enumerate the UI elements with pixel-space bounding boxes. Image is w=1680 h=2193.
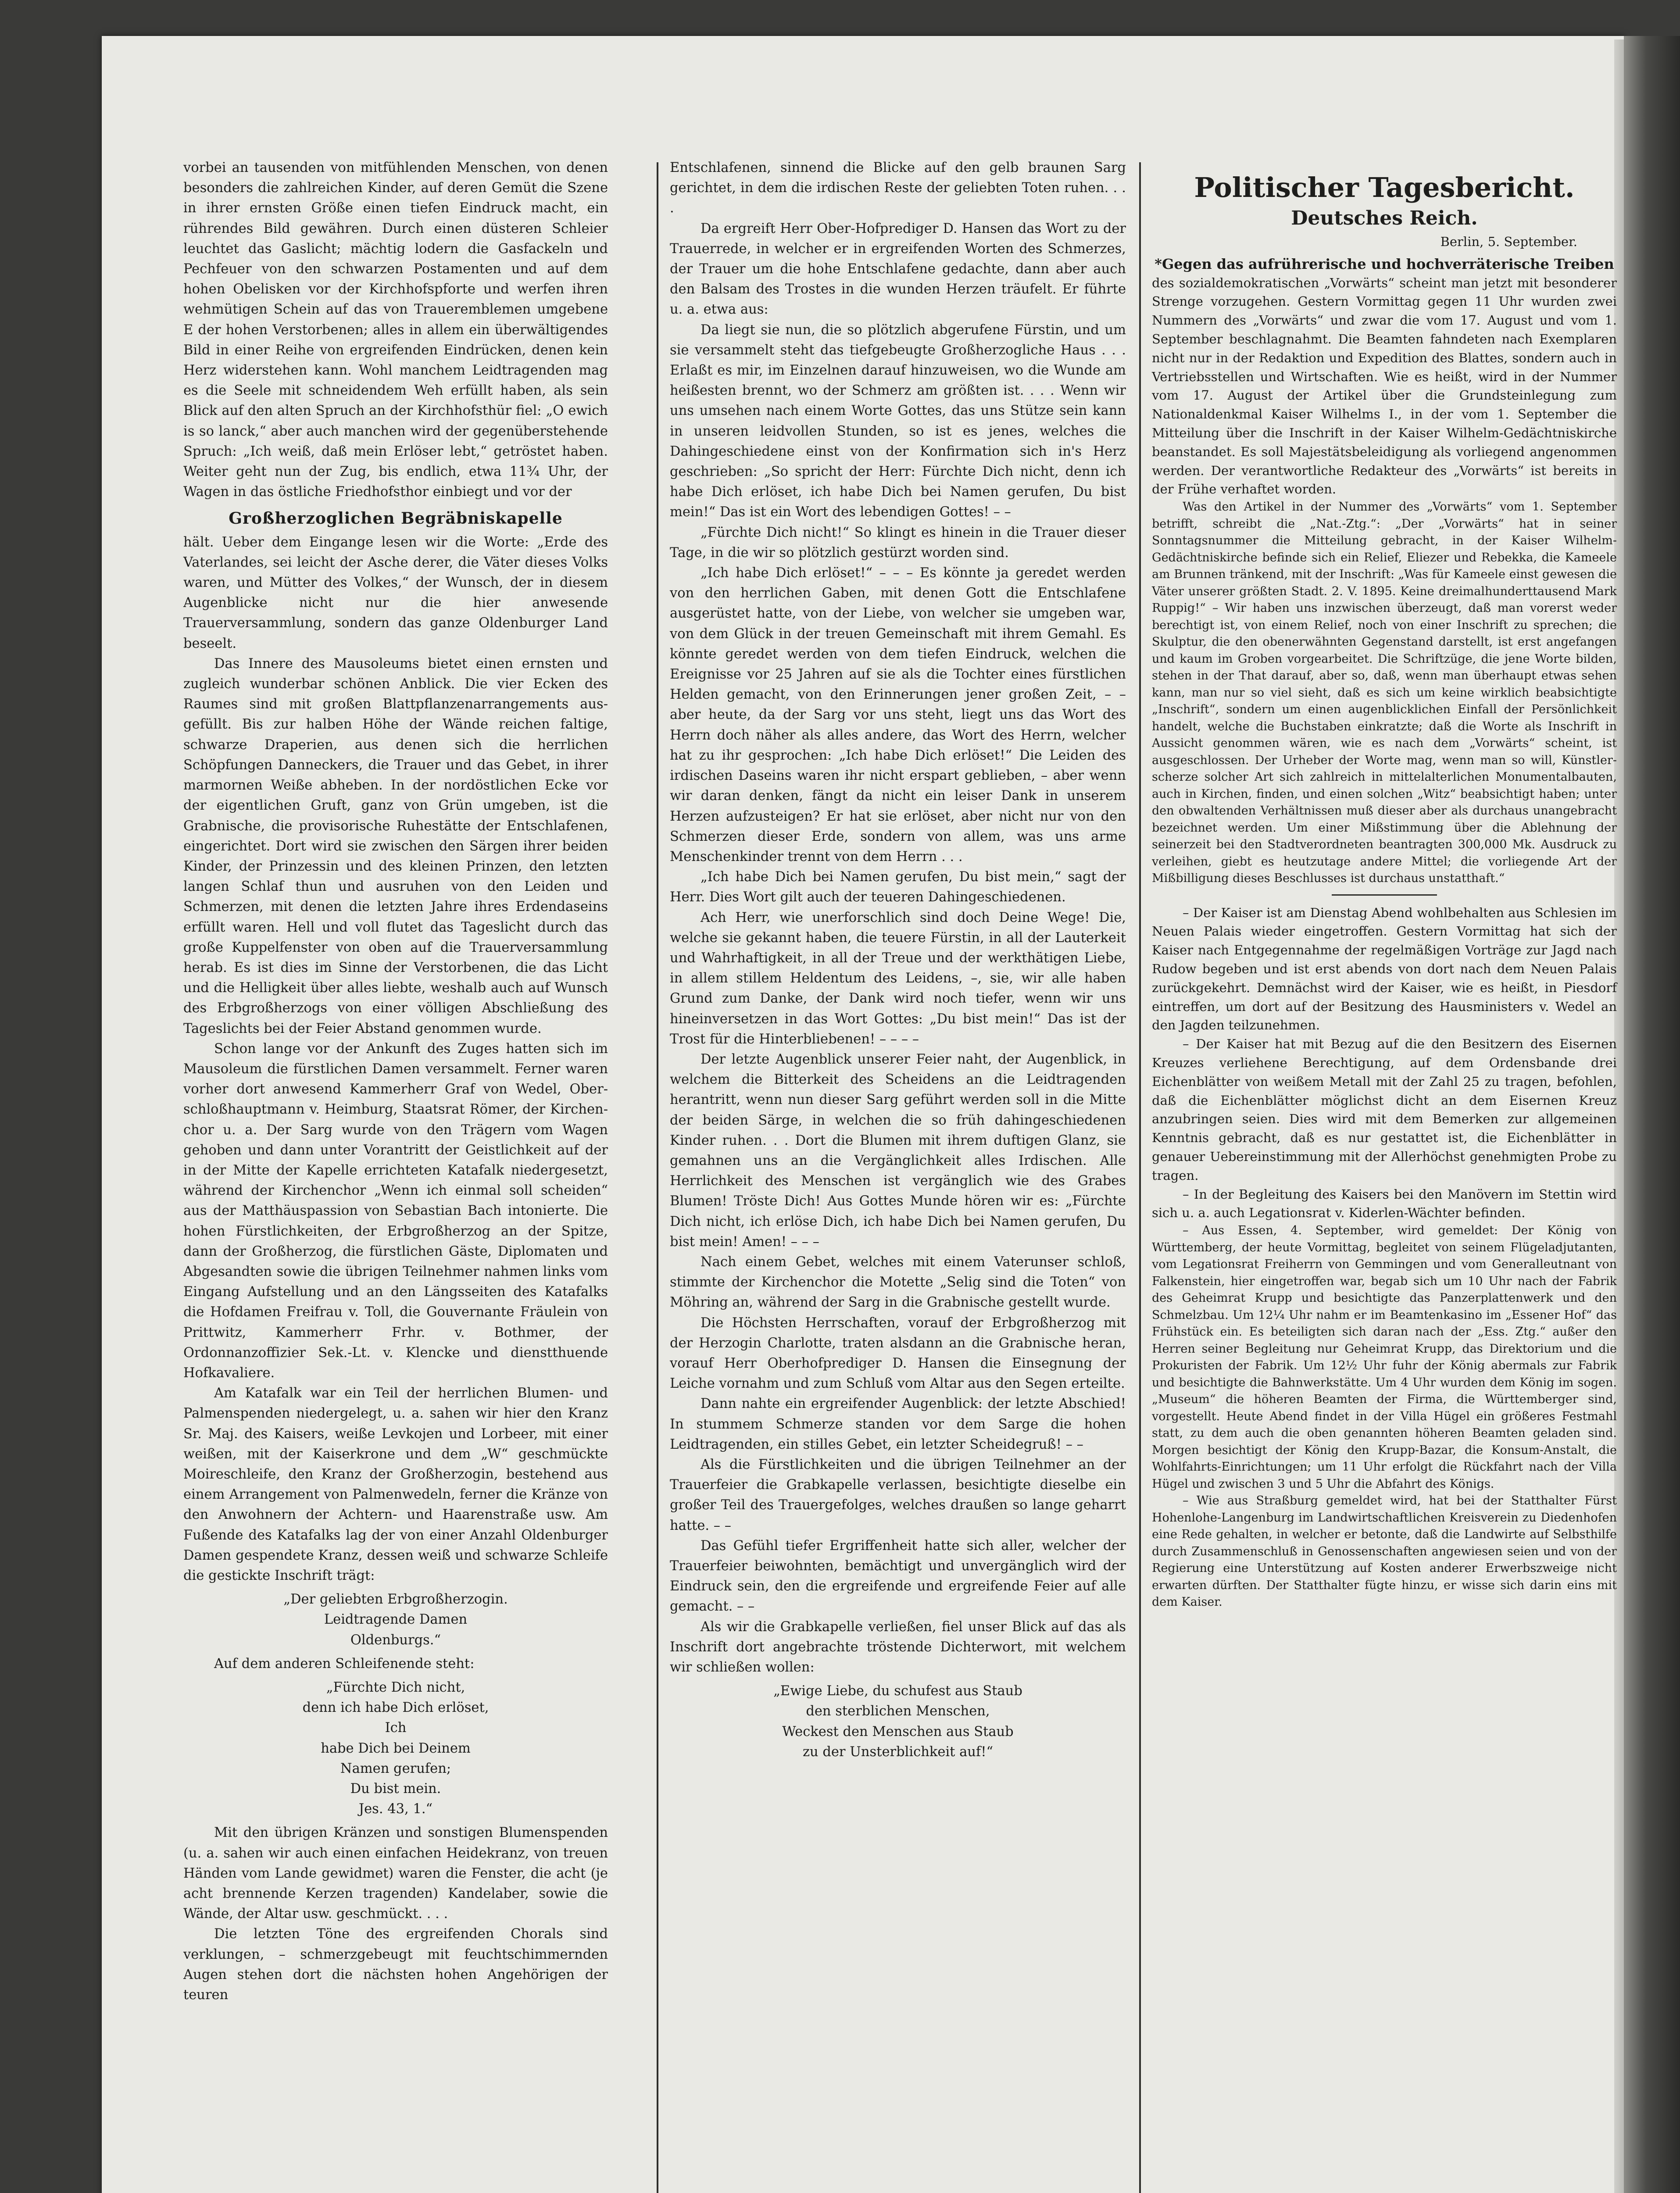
paragraph: „Ich habe Dich bei Namen gerufen, Du bist mein,“ sagt der Herr. Dies Wort gilt auch der teueren Dahingeschiedenen.	[670, 869, 1126, 905]
ribbon-inscription	[183, 1589, 608, 1650]
paragraph: Am Katafalk war ein Teil der herrlichen Blumen- und Palmenspenden niedergelegt, u. a. sahen wir hier den Kranz Sr. Maj. des Kaisers, weiße Levkojen und Lorbeer, mit einer weißen, mit der Kaiserkrone und dem „W“ geschmückte Moireschleife, den Kranz der Großherzogin, bestehend aus einem Arrangement von Palmenwedeln, ferner die Kränze von den Anwohnern der Achtern- und Haarenstraße usw. Am Fußende des Katafalks lag der von einer Anzahl Oldenburger Damen gespendete Kranz, dessen weiß und schwarze Schleife die gestickte Inschrift trägt:	[183, 1386, 608, 1584]
paragraph: „Ich habe Dich erlöset!“ – – – Es könnte ja geredet werden von den herrlichen Gaben, mit denen Gott die Entschlafene ausgerüstet hatte, von der Liebe, von welcher sie umgeben war, von dem Glück in der treuen Gemeinschaft mit ihrem Gemahl. Es könnte geredet werden von dem tiefen Eindruck, welchen die Ereignisse vor 25 Jahren auf sie als die Tochter eines fürstlichen Helden gemacht, von den Erinnerungen jener großen Zeit, – – aber heute, da der Sarg vor uns steht, liegt uns das Wort des Herrn doch näher als alles andere, das Wort des Herrn, welcher hat zu ihr gesprochen: „Ich habe Dich erlöset!“ Die Leiden des irdischen Daseins waren ihr nicht erspart geblieben, – aber wenn wir daran denken, fängt da nicht ein leiser Dank in unserem Herzen aufzusteigen? Er hat sie erlöset, aber nicht nur von den Schmerzen dieser Erde, sondern von allem, was uns arme Menschenkinder trennt von dem Herrn . . .	[670, 565, 1126, 864]
paragraph: – Aus Essen, 4. September, wird gemeldet: Der König von Württemberg, der heute Vormittag, begleitet von seinem Flügeladjutanten, vom Legationsrat Freiherrn von Gemmingen und vom Generalleutnant von Falkenstein, hier eingetroffen war, begab sich um 10 Uhr nach der Fabrik des Geheimrat Krupp und besichtigte das Panzerplattenwerk und den Schmelzbau. Um 12¼ Uhr nahm er im Beamtenkasino im „Essener Hof“ das Frühstück ein. Es beteiligten sich daran nach der „Ess. Ztg.“ außer den Herren seiner Begleitung nur Geheimrat Krupp, das Direktorium und die Prokuristen der Fabrik. Um 12½ Uhr fuhr der König abermals zur Fabrik und besichtigte die Bahnwerkstätte. Um 4 Uhr wurden dem König im sogen. „Museum“ die höheren Beamten der Firma, die Württemberger sind, vorgestellt. Heute Abend findet in der Villa Hügel ein größeres Festmahl statt, zu dem auch die oben genannten höheren Beamten geladen sind. Morgen besichtigt der König den Krupp-Bazar, die Konsum-Anstalt, die Wohlfahrts-Einrichtungen; um 11 Uhr erfolgt die Rückfahrt nach der Villa Hügel und zwischen 3 und 5 Uhr die Abfahrt des Königs.	[1152, 1224, 1617, 1491]
paragraph: hält. Ueber dem Eingange lesen wir die Worte: „Erde des Vaterlandes, sei leicht der Asche derer, die Väter dieses Volks waren, und Mütter des Volkes,“ der Wunsch, der in diesem Augenblicke nicht nur die hier anwesende Trauerversammlung, sondern das ganze Oldenburger Land beseelt.	[183, 534, 608, 651]
verse-line: denn ich habe Dich erlöset,	[302, 1700, 489, 1716]
paragraph: Was den Artikel in der Nummer des „Vorwärts“ vom 1. September betrifft, schreibt die „Nat.-Ztg.“: „Der „Vorwärts“ hat in seiner Sonntagsnummer die Mitteilung gebracht, in der Kaiser Wilhelm-Gedächtniskirche befinde sich ein Relief, Eliezer und Rebekka, die Kameele am Brunnen tränkend, mit der Inschrift: „Was für Kameele einst gewesen die Väter unserer größten Stadt. 2. V. 1895. Keine dreimalhunderttausend Mark Ruppig!“ – Wir haben uns inzwischen überzeugt, daß man vorerst weder berechtigt ist, von einem Relief, noch von einer Inschrift zu sprechen; die Skulptur, die den obenerwähnten Gegenstand darstellt, ist erst angefangen und kaum im Groben vorgearbeitet. Die Schriftzüge, die jene Worte bilden, stehen in der That darauf, aber so, daß, wenn man überhaupt etwas sehen kann, man nur so viel sieht, daß es sich um keine wirklich beabsichtigte „Inschrift“, sondern um einen augenblicklichen Einfall der Persönlichkeit handelt, welche die Buchstaben einkratzte; daß die Worte als Inschrift in Aussicht genommen wären, wie es nach dem „Vorwärts“ scheint, ist ausgeschlossen. Der Urheber der Worte mag, wenn man so will, Künstlerscherze solcher Art sich zahlreich in mittelalterlichen Monumentalbauten, auch in Kirchen, finden, und einen solchen „Witz“ beabsichtigt haben; unter den obwaltenden Verhältnissen muß dieser aber als durchaus unangebracht bezeichnet werden. Um einer Mißstimmung über die Ablehnung der seinerzeit bei den Stadtverordneten beantragten 300,000 Mk. Ausdruck zu verleihen, giebt es heutzutage andere Mittel; die vorliegende Art der Mißbilligung dieses Beschlusses ist durchaus unstatthaft.“	[1152, 500, 1617, 886]
paragraph: – Der Kaiser hat mit Bezug auf die den Besitzern des Eisernen Kreuzes verliehene Berechtigung, auf dem Ordensbande drei Eichenblätter von weißem Metall mit der Zahl 25 zu tragen, befohlen, daß die Eichenblätter möglichst dicht an dem Eisernen Kreuz anzubringen seien. Dies wird mit dem Bemerken zur allgemeinen Kenntnis gebracht, daß es nur gestattet ist, die Eichenblätter in genauer Uebereinstimmung mit der Allerhöchst genehmigten Probe zu tragen.	[1152, 1036, 1617, 1183]
book-spine	[1624, 36, 1680, 2193]
paragraph: des sozialdemokratischen „Vorwärts“ scheint man jetzt mit besonderer Strenge vorzugehen. Gestern Vormittag gegen 11 Uhr wurden zwei Nummern des „Vorwärts“ und zwar die vom 17. August und vom 1. September beschlagnahmt. Die Beamten fahndeten nach Exemplaren nicht nur in der Redaktion und Expedition des Blattes, sondern auch in Vertriebsstellen und Wirtschaften. Wie es heißt, wird in der Nummer vom 17. August der Artikel über die Grundsteinlegung zum Nationaldenkmal Kaiser Wilhelms I., in der vom 1. September die Mitteilung über die Inschrift in der Kaiser Wilhelm-Gedächtniskirche beanstandet. Es soll Majestätsbeleidigung als vorliegend angenommen werden. Der verantwortliche Redakteur des „Vorwärts“ ist bereits in der Frühe verhaftet worden.	[1152, 275, 1617, 497]
paragraph: Schon lange vor der Ankunft des Zuges hatten sich im Mausoleum die fürstlichen Damen versammelt. Ferner waren vorher dort anwesend Kammerherr Graf von Wedel, Oberschloßhauptmann v. Heimburg, Staatsrat Römer, der Kirchenchor u. a. Der Sarg wurde von den Trägern vom Wagen gehoben und dann unter Vorantritt der Geistlichkeit auf der in der Mitte der Kapelle errichteten Katafalk niedergesetzt, während der Kirchenchor „Wenn ich einmal soll scheiden“ aus der Matthäuspassion von Sebastian Bach intonierte. Die hohen Fürstlichkeiten, der Erbgroßherzog an der Spitze, dann der Großherzog, die fürstlichen Gäste, Diplomaten und Abgesandten sowie die übrigen Teilnehmer nahmen links vom Eingang Aufstellung und an den Längsseiten des Katafalks die Hofdamen Freifrau v. Toll, die Gouvernante Fräulein von Prittwitz, Kammerherr Frhr. v. Bothmer, der Ordonnanzoffizier Sek.-Lt. v. Klencke und dienstthuende Hofkavaliere.	[183, 1041, 608, 1381]
verse-line: Namen gerufen;	[340, 1761, 451, 1776]
verse-line: Weckest den Menschen aus Staub	[782, 1724, 1014, 1739]
closing-verse	[670, 1681, 1126, 1762]
paragraph: Entschlafenen, sinnend die Blicke auf den gelb braunen Sarg gerichtet, in dem die irdischen Reste der geliebten Toten ruhen. . . .	[670, 160, 1126, 216]
verse-line: „Fürchte Dich nicht,	[326, 1680, 465, 1696]
paragraph: – In der Begleitung des Kaisers bei den Manövern im Stettin wird sich u. a. auch Legationsrat v. Kiderlen-Wächter befinden.	[1152, 1186, 1617, 1221]
paragraph: Das Innere des Mausoleums bietet einen ernsten und zugleich wunderbar schönen Anblick. Die vier Ecken des Raumes sind mit großen Blattpflanzenarrangements ausgefüllt. Bis zur halben Höhe der Wände reichen faltige, schwarze Draperien, aus denen sich die herrlichen Schöpfungen Danneckers, die Trauer und das Gebet, in ihrer marmornen Weiße abheben. In der nordöstlichen Ecke vor der eigentlichen Gruft, ganz von Grün umgeben, ist die Grabnische, die provisorische Ruhestätte der Entschlafenen, eingerichtet. Dort wird sie zwischen den Särgen ihrer beiden Kinder, der Prinzessin und des kleinen Prinzen, den letzten langen Schlaf thun und ausruhen von den Leiden und Schmerzen, mit denen die letzten Jahre ihres Erdendaseins erfüllt waren. Hell und voll flutet das Tageslicht durch das große Kuppelfenster von oben auf die Trauerversammlung herab. Es ist dies im Sinne der Verstorbenen, die das Licht und die Helligkeit über alles liebte, weshalb auch auf Wunsch des Erbgroßherzogs von einer völligen Abschließung des Tageslichts bei der Feier Abstand genommen wurde.	[183, 656, 608, 1036]
paragraph: Mit den übrigen Kränzen und sonstigen Blumenspenden (u. a. sahen wir auch einen einfachen Heidekranz, von treuen Händen vom Lande gewidmet) waren die Fenster, die acht (je acht brennende Kerzen tragenden) Kandelaber, sowie die Wände, der Altar usw. geschmückt. . . .	[183, 1825, 608, 1922]
paragraph: vorbei an tausenden von mitfühlenden Menschen, von denen besonders die zahlreichen Kinder, auf deren Gemüt die Szene in ihrer ernsten Größe einen tiefen Eindruck macht, ein rührendes Bild gewähren. Durch einen düsteren Schleier leuchtet das Gaslicht; mächtig lodern die Gasfackeln und Pechfeuer von den schwarzen Postamenten und auf dem hohen Obelisken vor der Kirchhofspforte und werfen ihren wehmütigen Schein auf das von Traueremblemen umgebene E der hohen Verstorbenen; alles in allem ein überwältigendes Bild in einer Reihe von ergreifenden Eindrücken, denen kein Herz widerstehen kann. Wohl manchem Leidtragenden mag es die Seele mit schneidendem Weh erfüllt haben, als sein Blick auf den alten Spruch an der Kirchhofsthür fiel: „O ewich is so lanck,“ aber auch manchen wird der gegenüberstehende Spruch: „Ich weiß, daß mein Erlöser lebt,“ getröstet haben. Weiter geht nun der Zug, bis endlich, etwa 11¾ Uhr, der Wagen in das östliche Friedhofsthor einbiegt und vor der	[183, 160, 608, 500]
paragraph: „Fürchte Dich nicht!“ So klingt es hinein in die Trauer dieser Tage, in die wir so plötzlich gestürzt worden sind.	[670, 525, 1126, 561]
verse-line: Leidtragende Damen	[324, 1612, 468, 1628]
column-3	[1152, 158, 1617, 1611]
paragraph: Da liegt sie nun, die so plötzlich abgerufene Fürstin, und um sie versammelt steht das tiefgebeugte Großherzogliche Haus . . . Erlaßt es mir, im Einzelnen darauf hinzuweisen, wo die Wunde am heißesten brennt, wo der Schmerz am größten ist. . . . Wenn wir uns umsehen nach einem Worte Gottes, das uns Stütze sein kann in unseren leidvollen Stunden, so ist es jenes, welches die Dahingeschiedene einst von der Konfirmation sich in's Herz geschrieben: „So spricht der Herr: Fürchte Dich nicht, denn ich habe Dich erlöset, ich habe Dich bei Namen gerufen, Du bist mein!“ Das ist ein Wort des lebendigen Gottes! – –	[670, 322, 1126, 520]
dateline: Berlin, 5. September.	[1440, 234, 1577, 249]
paragraph: Da ergreift Herr Ober-Hofprediger D. Hansen das Wort zu der Trauerrede, in welcher er in ergreifenden Worten des Schmerzes, der Trauer um die hohe Entschlafene gedachte, dann aber auch den Balsam des Trostes in die wunden Herzen träufelt. Er führte u. a. etwa aus:	[670, 221, 1126, 318]
paragraph: Als wir die Grabkapelle verließen, fiel unser Blick auf das als Inschrift dort angebrachte tröstende Dichterwort, mit welchem wir schließen wollen:	[670, 1619, 1126, 1675]
paragraph: Der letzte Augenblick unserer Feier naht, der Augenblick, in welchem die Bitterkeit des Scheidens an die Leidtragenden herantritt, wenn nun dieser Sarg geführt werden soll in die Mitte der beiden Särge, in welchen die so früh dahingeschiedenen Kinder ruhen. . . Dort die Blumen mit ihrem duftigen Glanz, sie gemahnen uns an die Vergänglichkeit alles Irdischen. Alle Herrlichkeit des Menschen ist vergänglich wie des Grabes Blumen! Tröste Dich! Aus Gottes Munde hören wir es: „Fürchte Dich nicht, ich erlöse Dich, ich habe Dich bei Namen gerufen, Du bist mein! Amen! – – –	[670, 1051, 1126, 1250]
verse-line: Jes. 43, 1.“	[358, 1801, 433, 1817]
column-2	[670, 158, 1126, 1766]
paragraph: Die letzten Töne des ergreifenden Chorals sind verklungen, – schmerzgebeugt mit feuchtschimmernden Augen stehen dort die nächsten hohen Angehörigen der teuren	[183, 1926, 608, 2003]
paragraph: Das Gefühl tiefer Ergriffenheit hatte sich aller, welcher der Trauerfeier beiwohnten, bemächtigt und unvergänglich wird der Eindruck sein, den die ergreifende und ergreifende Feier auf alle gemacht. – –	[670, 1538, 1126, 1614]
paragraph: Dann nahte ein ergreifender Augenblick: der letzte Abschied! In stummem Schmerze standen vor dem Sarge die hohen Leidtragenden, ein stilles Gebet, ein letzter Scheidegruß! – –	[670, 1396, 1126, 1452]
verse-line: „Der geliebten Erbgroßherzogin.	[283, 1592, 508, 1607]
section-masthead: Politischer Tagesbericht.	[1194, 171, 1575, 204]
paragraph: Auf dem anderen Schleifenende steht:	[214, 1656, 475, 1672]
verse-line: den sterblichen Menschen,	[806, 1704, 990, 1719]
verse-line: „Ewige Liebe, du schufest aus Staub	[773, 1683, 1022, 1699]
paragraph: Als die Fürstlichkeiten und die übrigen Teilnehmer an der Trauerfeier die Grabkapelle verlassen, besichtigte dieselbe ein großer Teil des Trauergefolges, welches draußen so lange geharrt hatte. – –	[670, 1457, 1126, 1533]
column-1	[183, 158, 608, 2005]
column-rule-1	[657, 162, 658, 2193]
verse-line: Ich	[385, 1720, 407, 1736]
section-heading: Großherzoglichen Begräbniskapelle	[229, 509, 563, 528]
column-rule-2	[1139, 162, 1141, 2193]
lead-title: *Gegen das aufrührerische und hochverräterische Treiben	[1155, 255, 1614, 272]
paragraph: – Der Kaiser ist am Dienstag Abend wohlbehalten aus Schlesien im Neuen Palais wieder eingetroffen. Gestern Vormittag hat sich der Kaiser nach Entgegennahme der regelmäßigen Vorträge zur Jagd nach Rudow begeben und ist erst abends von dort nach dem Neuen Palais zurückgekehrt. Demnächst wird der Kaiser, wie es heißt, in Piesdorf eintreffen, um dort auf der Besitzung des Hausministers v. Wedel an den Jagden teilzunehmen.	[1152, 905, 1617, 1033]
paragraph: – Wie aus Straßburg gemeldet wird, hat bei der Statthalter Fürst Hohenlohe-Langenburg im Landwirtschaftlichen Kreisverein zu Diedenhofen eine Rede gehalten, in welcher er betonte, daß die Landwirte auf Selbsthilfe durch Zusammenschluß in Genossenschaften angewiesen seien und von der Regierung eine Unterstützung auf Kosten anderer Erwerbszweige nicht erwarten dürften. Der Statthalter fügte hinzu, er wisse sich darin eins mit dem Kaiser.	[1152, 1494, 1617, 1609]
verse-line: zu der Unsterblichkeit auf!“	[802, 1744, 994, 1760]
paragraph: Nach einem Gebet, welches mit einem Vaterunser schloß, stimmte der Kirchenchor die Motette „Selig sind die Toten“ von Möhring an, während der Sarg in die Grabnische gestellt wurde.	[670, 1254, 1126, 1311]
verse-line: habe Dich bei Deinem	[321, 1740, 471, 1756]
ribbon-inscription-2	[183, 1678, 608, 1819]
verse-line: Du bist mein.	[350, 1781, 441, 1797]
verse-line: Oldenburgs.“	[350, 1632, 441, 1648]
divider	[1332, 894, 1437, 896]
paragraph: Ach Herr, wie unerforschlich sind doch Deine Wege! Die, welche sie gekannt haben, die teuere Fürstin, in all der Lauterkeit und Wahrhaftigkeit, in all der Treue und der werkthätigen Liebe, in allem stillem Heldentum des Leidens, –, sie, wir alle haben Grund zum Danke, der Dank wird noch tiefer, wenn wir uns hineinversetzen in das Wort Gottes: „Du bist mein!“ Das ist der Trost für die Hinterbliebenen! – – – –	[670, 910, 1126, 1047]
section-subhead: Deutsches Reich.	[1291, 207, 1478, 229]
paragraph: Die Höchsten Herrschaften, vorauf der Erbgroßherzog mit der Herzogin Charlotte, traten alsdann an die Grabnische heran, vorauf Herr Oberhofprediger D. Hansen die Einsegnung der Leiche vornahm und zum Schluß vom Altar aus den Segen erteilte.	[670, 1315, 1126, 1392]
